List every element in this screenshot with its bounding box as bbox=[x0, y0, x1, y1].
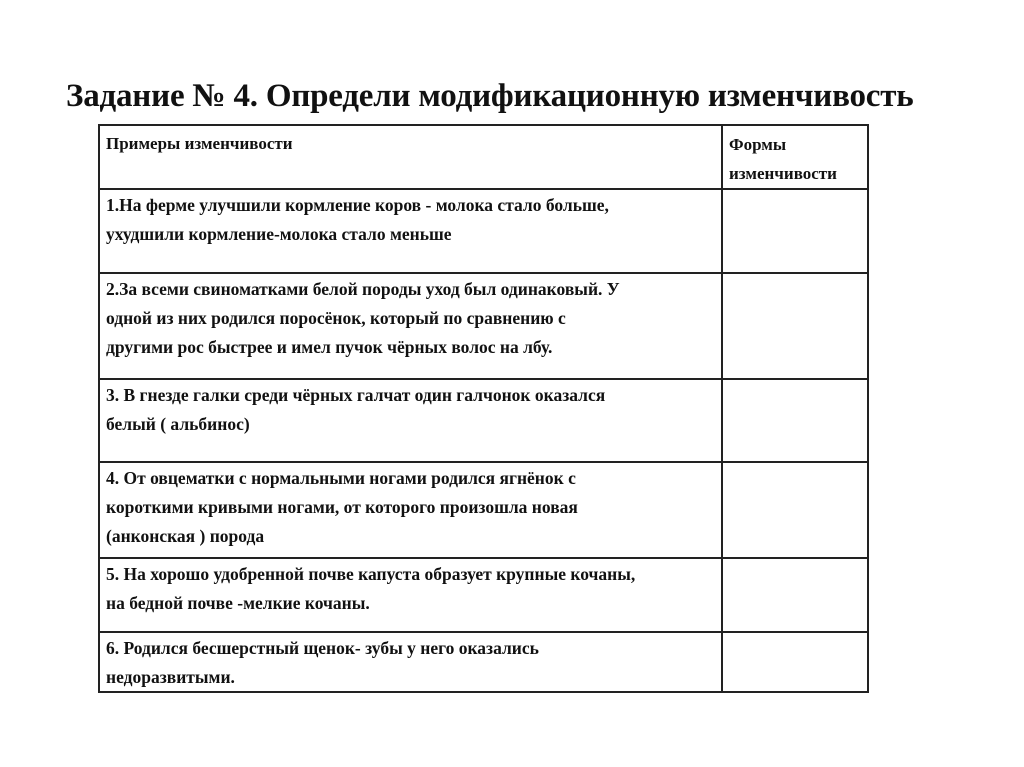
example-line: ухудшили кормление-молока стало меньше bbox=[106, 224, 452, 244]
table-row bbox=[99, 273, 868, 379]
table-row bbox=[99, 632, 868, 692]
form-answer-cell[interactable] bbox=[722, 632, 868, 692]
form-answer-cell[interactable] bbox=[722, 462, 868, 558]
example-cell bbox=[99, 632, 722, 692]
example-line: одной из них родился поросёнок, который по сравнению с bbox=[106, 308, 566, 328]
table-header-row bbox=[99, 125, 868, 189]
header-forms bbox=[722, 125, 868, 189]
example-cell bbox=[99, 558, 722, 632]
table-row bbox=[99, 189, 868, 273]
example-cell bbox=[99, 379, 722, 462]
example-line: недоразвитыми. bbox=[106, 667, 235, 687]
example-line: (анконская ) порода bbox=[106, 526, 265, 546]
example-line: 2.За всеми свиноматками белой породы уход был одинаковый. У bbox=[106, 279, 620, 299]
example-cell bbox=[99, 189, 722, 273]
example-line: 1.На ферме улучшили кормление коров - молока стало больше, bbox=[106, 195, 609, 215]
example-line: короткими кривыми ногами, от которого произошла новая bbox=[106, 497, 578, 517]
form-answer-cell[interactable] bbox=[722, 189, 868, 273]
example-line: 4. От овцематки с нормальными ногами родился ягнёнок с bbox=[106, 468, 576, 488]
form-answer-cell[interactable] bbox=[722, 379, 868, 462]
example-line: 5. На хорошо удобренной почве капуста образует крупные кочаны, bbox=[106, 564, 636, 584]
header-forms-line-1: Формы bbox=[729, 135, 787, 154]
example-cell bbox=[99, 462, 722, 558]
example-line: белый ( альбинос) bbox=[106, 414, 250, 434]
header-forms-line-2: изменчивости bbox=[729, 164, 837, 183]
example-line: другими рос быстрее и имел пучок чёрных волос на лбу. bbox=[106, 337, 553, 357]
table-row bbox=[99, 379, 868, 462]
form-answer-cell[interactable] bbox=[722, 273, 868, 379]
example-line: 6. Родился бесшерстный щенок- зубы у него оказались bbox=[106, 638, 539, 658]
variability-table bbox=[98, 124, 869, 693]
header-examples: Примеры изменчивости bbox=[99, 125, 722, 189]
table-row bbox=[99, 462, 868, 558]
example-line: на бедной почве -мелкие кочаны. bbox=[106, 593, 370, 613]
example-cell bbox=[99, 273, 722, 379]
table-row bbox=[99, 558, 868, 632]
page-title: Задание № 4. Определи модификационную изменчивость bbox=[66, 78, 914, 114]
form-answer-cell[interactable] bbox=[722, 558, 868, 632]
example-line: 3. В гнезде галки среди чёрных галчат один галчонок оказался bbox=[106, 385, 606, 405]
